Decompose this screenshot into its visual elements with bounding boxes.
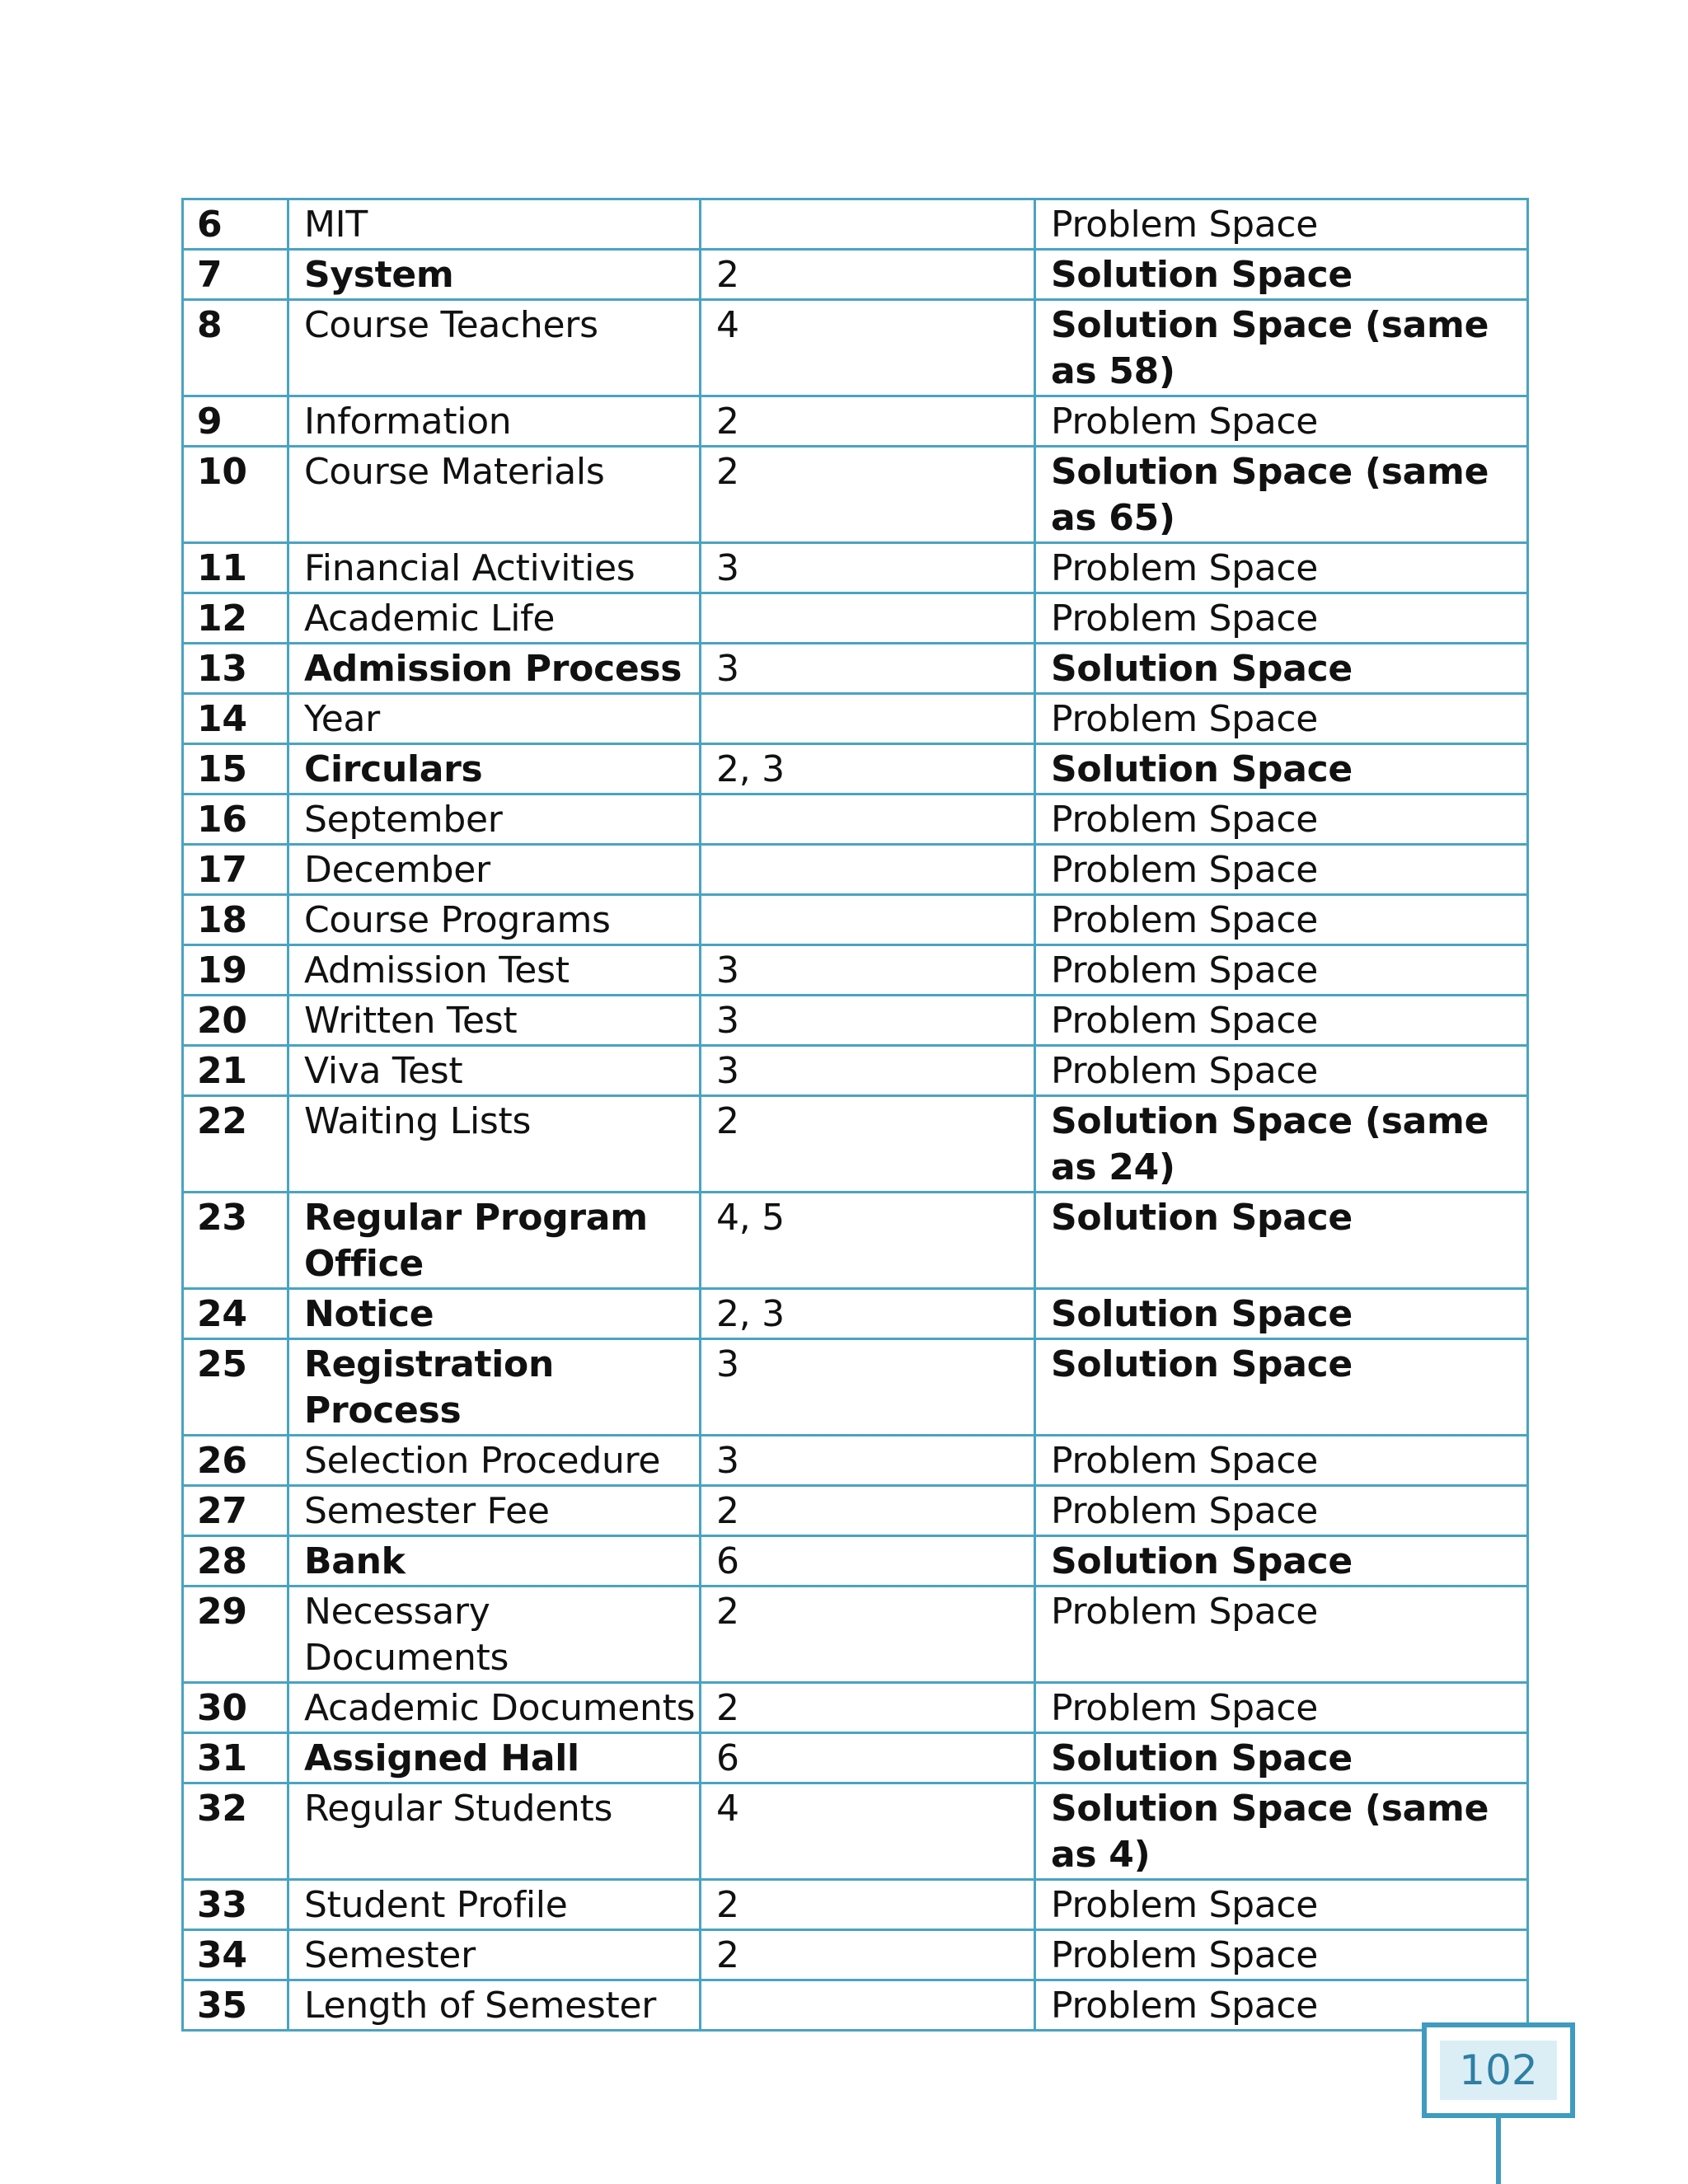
term-cell: Waiting Lists	[288, 1096, 701, 1193]
row-number-cell: 11	[183, 543, 288, 593]
table-row	[183, 1683, 1528, 1733]
space-type-cell: Problem Space	[1035, 895, 1528, 945]
row-number-cell: 8	[183, 300, 288, 396]
space-type-cell: Solution Space	[1035, 644, 1528, 694]
term-cell: Viva Test	[288, 1046, 701, 1096]
term-cell: Academic Documents	[288, 1683, 701, 1733]
table-row	[183, 1436, 1528, 1486]
row-number-cell: 13	[183, 644, 288, 694]
term-cell: Financial Activities	[288, 543, 701, 593]
table-row	[183, 1193, 1528, 1289]
space-type-cell: Problem Space	[1035, 1930, 1528, 1980]
term-cell: Semester Fee	[288, 1486, 701, 1536]
row-number-cell: 23	[183, 1193, 288, 1289]
row-number-cell: 7	[183, 250, 288, 300]
reference-cell: 3	[701, 996, 1035, 1046]
noun-analysis-table	[181, 198, 1529, 2032]
row-number-cell: 22	[183, 1096, 288, 1193]
row-number-cell: 31	[183, 1733, 288, 1783]
row-number-cell: 19	[183, 945, 288, 996]
row-number-cell: 15	[183, 744, 288, 794]
term-cell: System	[288, 250, 701, 300]
page-number-stem	[1496, 2118, 1501, 2184]
term-cell: Selection Procedure	[288, 1436, 701, 1486]
term-cell: Admission Process	[288, 644, 701, 694]
table-row	[183, 1339, 1528, 1436]
row-number-cell: 18	[183, 895, 288, 945]
term-cell: Notice	[288, 1289, 701, 1339]
table-row	[183, 945, 1528, 996]
table-row	[183, 694, 1528, 744]
table-row	[183, 250, 1528, 300]
term-cell: Admission Test	[288, 945, 701, 996]
reference-cell: 2	[701, 1486, 1035, 1536]
space-type-cell: Solution Space (same as 58)	[1035, 300, 1528, 396]
space-type-cell: Problem Space	[1035, 1980, 1528, 2031]
table-row	[183, 1046, 1528, 1096]
term-cell: Year	[288, 694, 701, 744]
term-cell: Assigned Hall	[288, 1733, 701, 1783]
table-row	[183, 1536, 1528, 1586]
reference-cell: 2	[701, 1880, 1035, 1930]
term-cell: Course Teachers	[288, 300, 701, 396]
space-type-cell: Problem Space	[1035, 543, 1528, 593]
space-type-cell: Solution Space (same as 24)	[1035, 1096, 1528, 1193]
reference-cell	[701, 199, 1035, 250]
space-type-cell: Problem Space	[1035, 996, 1528, 1046]
reference-cell: 2	[701, 1096, 1035, 1193]
row-number-cell: 28	[183, 1536, 288, 1586]
reference-cell: 6	[701, 1536, 1035, 1586]
term-cell: September	[288, 794, 701, 845]
table-row	[183, 744, 1528, 794]
term-cell: December	[288, 845, 701, 895]
table-row	[183, 593, 1528, 644]
reference-cell: 3	[701, 644, 1035, 694]
table-row	[183, 644, 1528, 694]
row-number-cell: 21	[183, 1046, 288, 1096]
reference-cell	[701, 895, 1035, 945]
reference-cell	[701, 593, 1035, 644]
space-type-cell: Problem Space	[1035, 945, 1528, 996]
reference-cell: 6	[701, 1733, 1035, 1783]
row-number-cell: 33	[183, 1880, 288, 1930]
table-row	[183, 1930, 1528, 1980]
reference-cell	[701, 694, 1035, 744]
table-row	[183, 996, 1528, 1046]
reference-cell	[701, 845, 1035, 895]
table-row	[183, 396, 1528, 447]
space-type-cell: Problem Space	[1035, 1486, 1528, 1536]
reference-cell: 3	[701, 543, 1035, 593]
row-number-cell: 34	[183, 1930, 288, 1980]
reference-cell: 2	[701, 1930, 1035, 1980]
reference-cell: 4, 5	[701, 1193, 1035, 1289]
row-number-cell: 10	[183, 447, 288, 543]
row-number-cell: 26	[183, 1436, 288, 1486]
table-row	[183, 794, 1528, 845]
table-row	[183, 199, 1528, 250]
row-number-cell: 24	[183, 1289, 288, 1339]
space-type-cell: Solution Space	[1035, 744, 1528, 794]
row-number-cell: 32	[183, 1783, 288, 1880]
space-type-cell: Problem Space	[1035, 593, 1528, 644]
table-row	[183, 845, 1528, 895]
space-type-cell: Problem Space	[1035, 1586, 1528, 1683]
row-number-cell: 20	[183, 996, 288, 1046]
term-cell: Length of Semester	[288, 1980, 701, 2031]
space-type-cell: Problem Space	[1035, 199, 1528, 250]
space-type-cell: Problem Space	[1035, 845, 1528, 895]
term-cell: Academic Life	[288, 593, 701, 644]
table-row	[183, 1980, 1528, 2031]
row-number-cell: 35	[183, 1980, 288, 2031]
term-cell: Circulars	[288, 744, 701, 794]
table-row	[183, 1880, 1528, 1930]
term-cell: MIT	[288, 199, 701, 250]
table-row	[183, 1586, 1528, 1683]
reference-cell: 3	[701, 1046, 1035, 1096]
row-number-cell: 29	[183, 1586, 288, 1683]
space-type-cell: Solution Space	[1035, 1193, 1528, 1289]
space-type-cell: Problem Space	[1035, 794, 1528, 845]
space-type-cell: Solution Space	[1035, 250, 1528, 300]
space-type-cell: Solution Space (same as 4)	[1035, 1783, 1528, 1880]
row-number-cell: 6	[183, 199, 288, 250]
row-number-cell: 30	[183, 1683, 288, 1733]
table-row	[183, 543, 1528, 593]
space-type-cell: Problem Space	[1035, 1046, 1528, 1096]
reference-cell	[701, 1980, 1035, 2031]
space-type-cell: Problem Space	[1035, 396, 1528, 447]
term-cell: Necessary Documents	[288, 1586, 701, 1683]
term-cell: Course Programs	[288, 895, 701, 945]
reference-cell: 3	[701, 1436, 1035, 1486]
term-cell: Course Materials	[288, 447, 701, 543]
reference-cell: 3	[701, 945, 1035, 996]
space-type-cell: Problem Space	[1035, 1436, 1528, 1486]
row-number-cell: 16	[183, 794, 288, 845]
table-row	[183, 1486, 1528, 1536]
table-row	[183, 300, 1528, 396]
space-type-cell: Problem Space	[1035, 694, 1528, 744]
row-number-cell: 9	[183, 396, 288, 447]
table-row	[183, 1733, 1528, 1783]
table-row	[183, 1783, 1528, 1880]
table-row	[183, 895, 1528, 945]
reference-cell: 2	[701, 447, 1035, 543]
space-type-cell: Solution Space	[1035, 1536, 1528, 1586]
table-row	[183, 447, 1528, 543]
reference-cell	[701, 794, 1035, 845]
space-type-cell: Solution Space	[1035, 1339, 1528, 1436]
term-cell: Student Profile	[288, 1880, 701, 1930]
reference-cell: 4	[701, 1783, 1035, 1880]
space-type-cell: Solution Space	[1035, 1289, 1528, 1339]
space-type-cell: Problem Space	[1035, 1683, 1528, 1733]
reference-cell: 4	[701, 300, 1035, 396]
row-number-cell: 14	[183, 694, 288, 744]
page-number-box	[1422, 2022, 1575, 2118]
row-number-cell: 25	[183, 1339, 288, 1436]
table-body	[183, 199, 1528, 2031]
reference-cell: 2	[701, 250, 1035, 300]
reference-cell: 3	[701, 1339, 1035, 1436]
term-cell: Written Test	[288, 996, 701, 1046]
table-row	[183, 1289, 1528, 1339]
row-number-cell: 12	[183, 593, 288, 644]
reference-cell: 2, 3	[701, 1289, 1035, 1339]
reference-cell: 2	[701, 396, 1035, 447]
space-type-cell: Solution Space	[1035, 1733, 1528, 1783]
term-cell: Bank	[288, 1536, 701, 1586]
term-cell: Regular Program Office	[288, 1193, 701, 1289]
space-type-cell: Solution Space (same as 65)	[1035, 447, 1528, 543]
reference-cell: 2	[701, 1586, 1035, 1683]
row-number-cell: 27	[183, 1486, 288, 1536]
term-cell: Regular Students	[288, 1783, 701, 1880]
term-cell: Semester	[288, 1930, 701, 1980]
space-type-cell: Problem Space	[1035, 1880, 1528, 1930]
reference-cell: 2	[701, 1683, 1035, 1733]
page-number: 102	[1440, 2041, 1557, 2100]
term-cell: Registration Process	[288, 1339, 701, 1436]
row-number-cell: 17	[183, 845, 288, 895]
table-row	[183, 1096, 1528, 1193]
reference-cell: 2, 3	[701, 744, 1035, 794]
term-cell: Information	[288, 396, 701, 447]
